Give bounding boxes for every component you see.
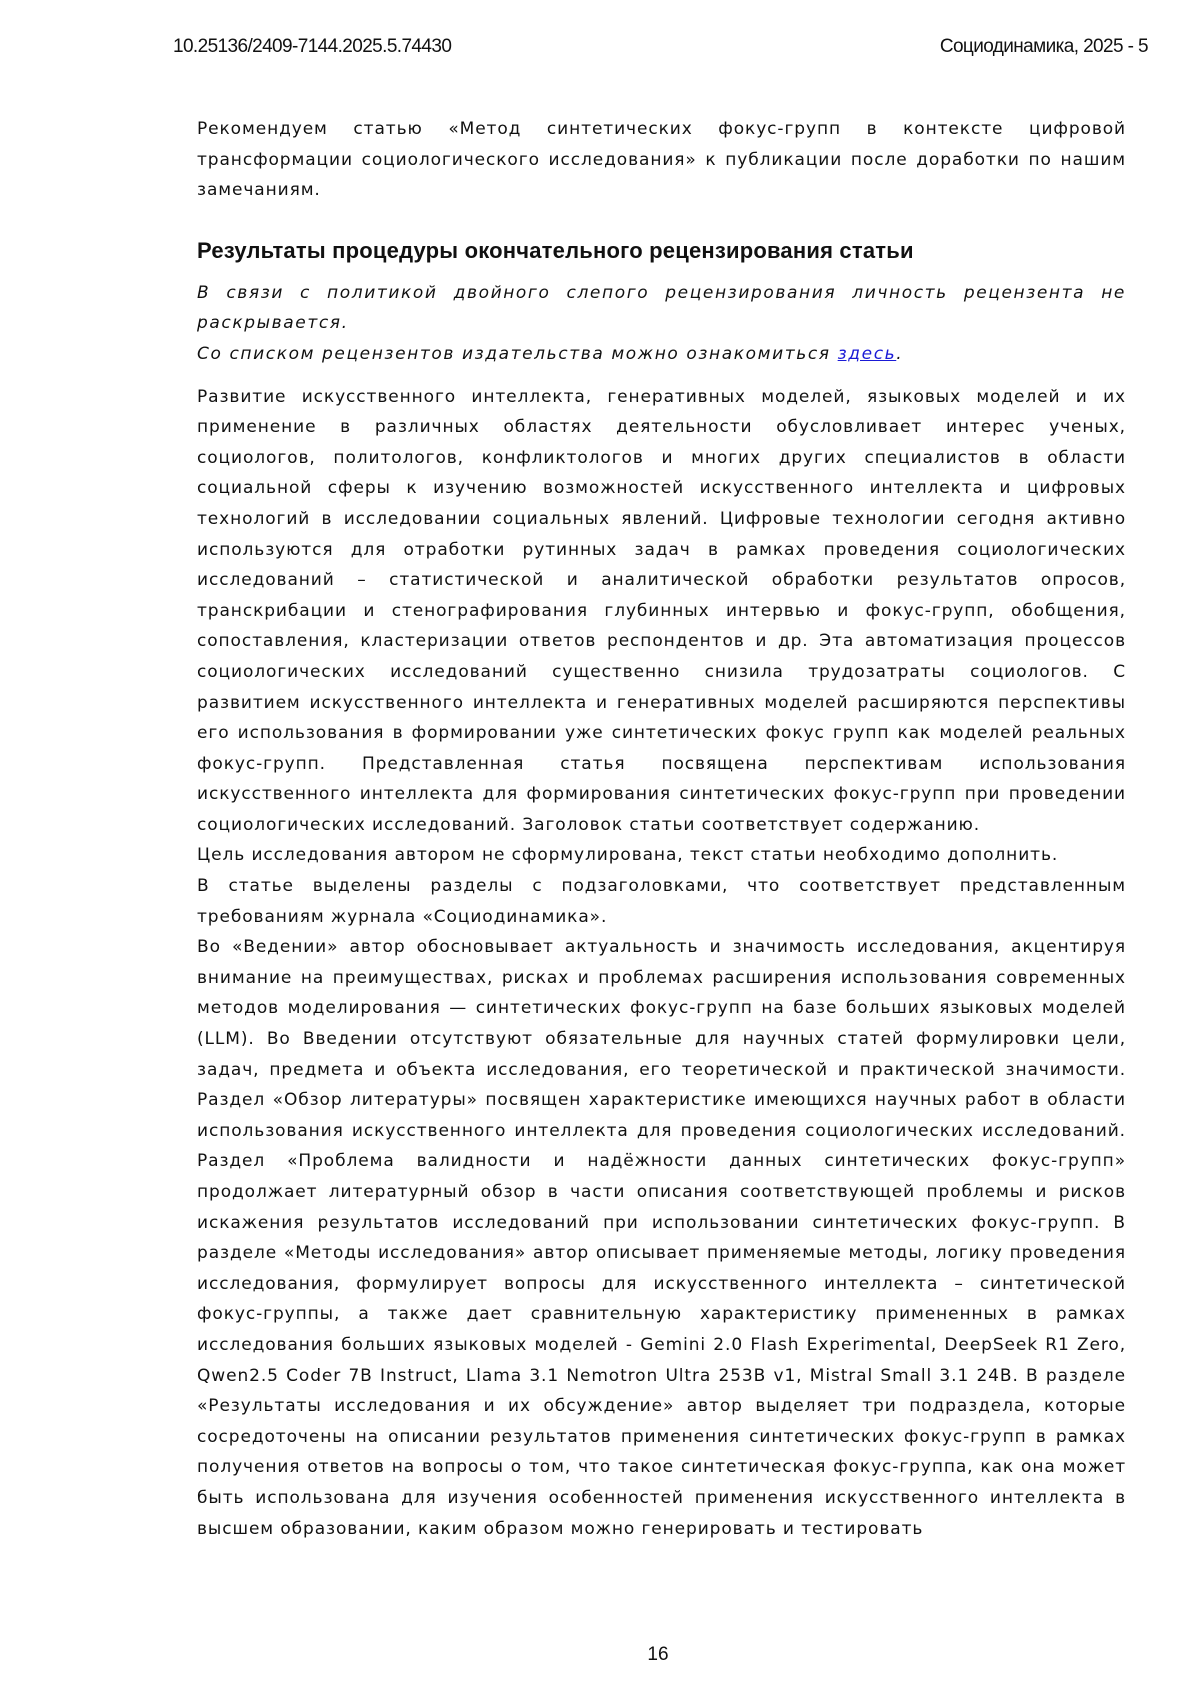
review-note-text: Со списком рецензентов издательства можно ознакомиться [197,344,838,364]
review-note-line-1: В связи с политикой двойного слепого рецензирования личность рецензента не раскрывается. [197,278,1126,339]
article-body [197,114,1126,1544]
review-paragraph-2: Цель исследования автором не сформулирована, текст статьи необходимо дополнить. [197,840,1126,871]
reviewers-list-link[interactable]: здесь [838,344,897,364]
review-note-period: . [896,344,903,364]
review-paragraph-3: В статье выделены разделы с подзаголовками, что соответствует представленным требованиям журнала «Социодинамика». [197,871,1126,932]
section-heading: Результаты процедуры окончательного рецензирования статьи [197,236,1126,266]
doi-header: 10.25136/2409-7144.2025.5.74430 [173,36,451,58]
review-paragraph-1: Развитие искусственного интеллекта, генеративных моделей, языковых моделей и их применение в различных областях деятельности обусловливает интерес ученых, социологов, политологов, конфликтологов и многих других специалистов в области социальной сферы к изучению возможностей искусственного интеллекта и цифровых технологий в исследовании социальных явлений. Цифровые технологии сегодня активно используются для отработки рутинных задач в рамках проведения социологических исследований – статистической и аналитической обработки результатов опросов, транскрибации и стенографирования глубинных интервью и фокус-групп, обобщения, сопоставления, кластеризации ответов респондентов и др. Эта автоматизация процессов социологических исследований существенно снизила трудозатраты социологов. С развитием искусственного интеллекта и генеративных моделей расширяются перспективы его использования в формировании уже синтетических фокус групп как моделей реальных фокус-групп. Представленная статья посвящена перспективам использования искусственного интеллекта для формирования синтетических фокус-групп при проведении социологических исследований. Заголовок статьи соответствует содержанию. [197,382,1126,841]
review-paragraph-4: Во «Ведении» автор обосновывает актуальность и значимость исследования, акцентируя внимание на преимуществах, рисках и проблемах расширения использования современных методов моделирования — синтетических фокус-групп на базе больших языковых моделей (LLM). Во Введении отсутствуют обязательные для научных статей формулировки цели, задач, предмета и объекта исследования, его теоретической и практической значимости. Раздел «Обзор литературы» посвящен характеристике имеющихся научных работ в области использования искусственного интеллекта для проведения социологических исследований. Раздел «Проблема валидности и надёжности данных синтетических фокус-групп» продолжает литературный обзор в части описания соответствующей проблемы и рисков искажения результатов исследований при использовании синтетических фокус-групп. В разделе «Методы исследования» автор описывает применяемые методы, логику проведения исследования, формулирует вопросы для искусственного интеллекта – синтетической фокус-группы, а также дает сравнительную характеристику примененных в рамках исследования больших языковых моделей - Gemini 2.0 Flash Experimental, DeepSeek R1 Zero, Qwen2.5 Coder 7B Instruct, Llama 3.1 Nemotron Ultra 253B v1, Mistral Small 3.1 24B. В разделе «Результаты исследования и их обсуждение» автор выделяет три подраздела, которые сосредоточены на описании результатов применения синтетических фокус-групп в рамках получения ответов на вопросы о том, что такое синтетическая фокус-группа, как она может быть использована для изучения особенностей применения искусственного интеллекта в высшем образовании, каким образом можно генерировать и тестировать [197,932,1126,1544]
journal-header: Социодинамика, 2025 - 5 [940,36,1148,58]
review-note [197,278,1126,370]
recommendation-paragraph: Рекомендуем статью «Метод синтетических фокус-групп в контексте цифровой трансформации социологического исследования» к публикации после доработки по нашим замечаниям. [197,114,1126,206]
review-note-line-2 [197,339,1126,370]
page-number: 16 [0,1644,1200,1666]
